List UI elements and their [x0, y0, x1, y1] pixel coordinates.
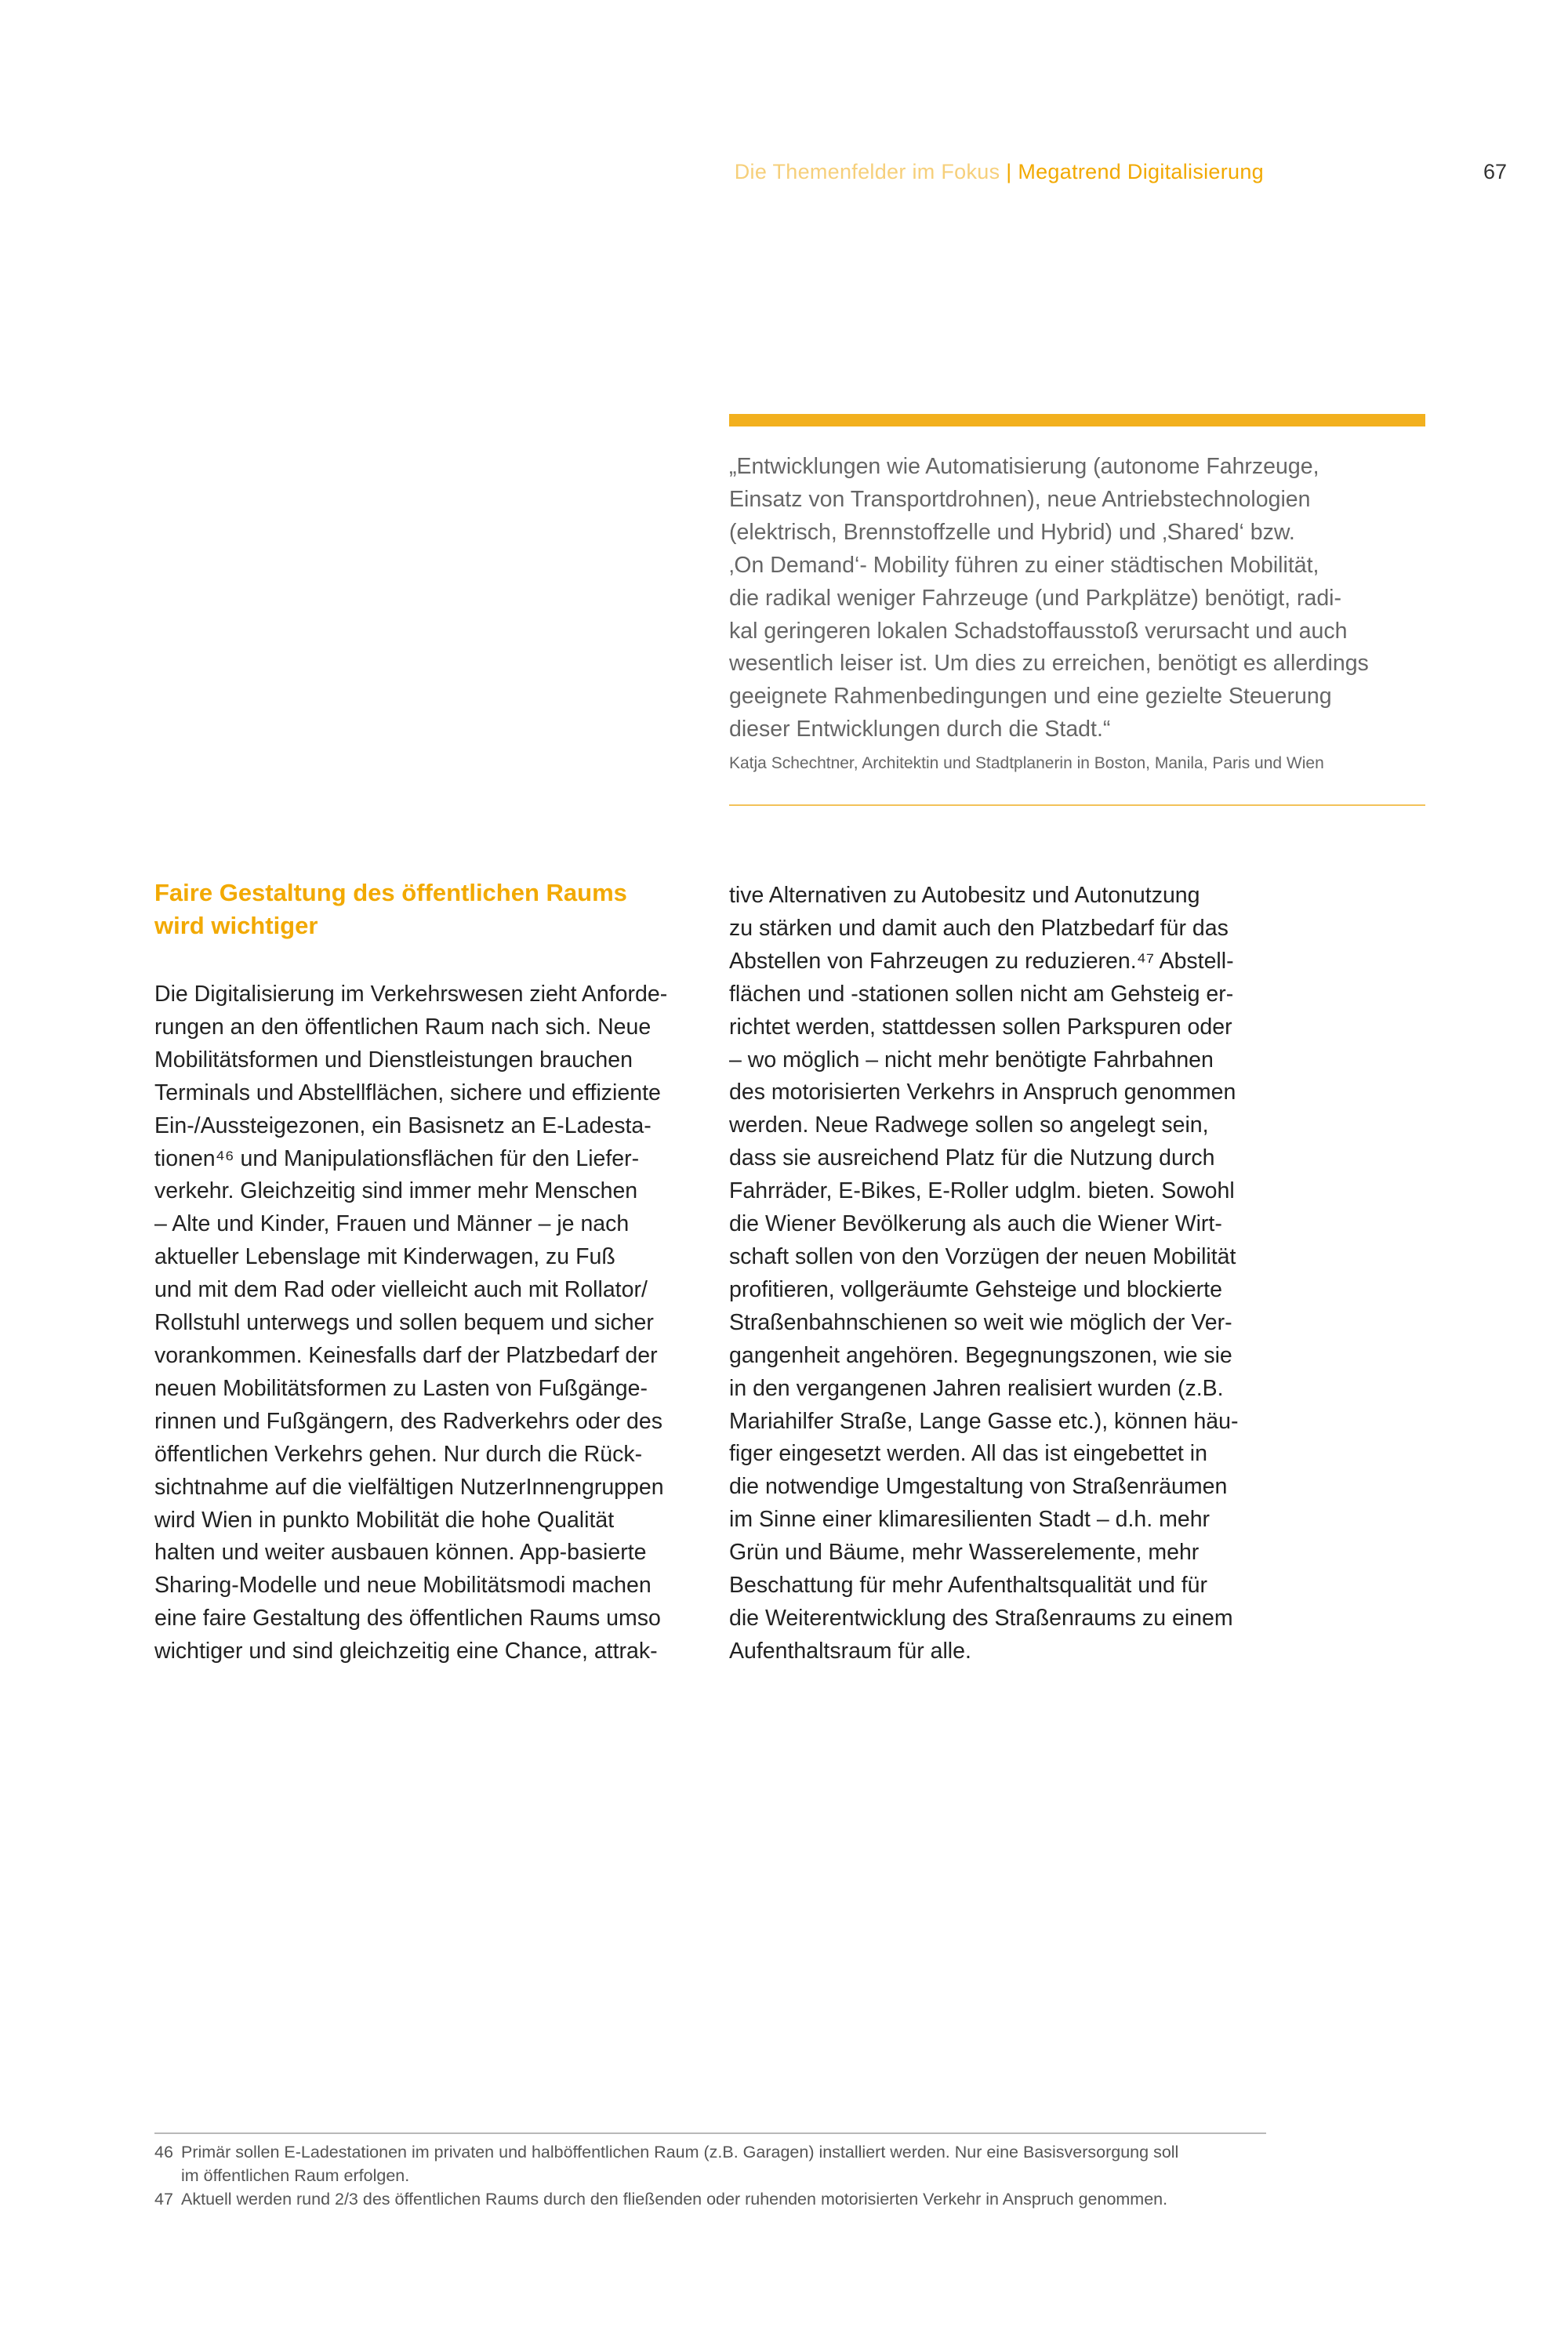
body-line: aktueller Lebenslage mit Kinderwagen, zu Fuß	[154, 1244, 615, 1270]
body-line: wird Wien in punkto Mobilität die hohe Qualität	[154, 1507, 615, 1533]
quote-line: geeignete Rahmenbedingungen und eine gezielte Steuerung	[729, 684, 1332, 710]
header-section-title: Die Themenfelder im Fokus	[734, 160, 1000, 183]
quote-line: die radikal weniger Fahrzeuge (und Parkplätze) benötigt, radi-	[729, 585, 1342, 611]
body-line: dass sie ausreichend Platz für die Nutzung durch	[729, 1145, 1215, 1171]
header-separator: |	[1006, 160, 1012, 183]
body-line: zu stärken und damit auch den Platzbedarf für das	[729, 915, 1229, 941]
body-line: – Alte und Kinder, Frauen und Männer – je nach	[154, 1211, 630, 1237]
section-heading	[154, 877, 703, 942]
quote-accent-bar	[729, 414, 1425, 426]
quote-line: wesentlich leiser ist. Um dies zu erreichen, benötigt es allerdings	[729, 651, 1369, 677]
quote-line: „Entwicklungen wie Automatisierung (autonome Fahrzeuge,	[729, 454, 1319, 479]
quote-line: (elektrisch, Brennstoffzelle und Hybrid) und ‚Shared‘ bzw.	[729, 519, 1295, 545]
body-line: eine faire Gestaltung des öffentlichen Raums umso	[154, 1606, 661, 1632]
quote-attribution: Katja Schechtner, Architektin und Stadtplanerin in Boston, Manila, Paris und Wien	[729, 754, 1324, 772]
pull-quote	[729, 451, 1419, 746]
body-line: tionen⁴⁶ und Manipulationsflächen für den Liefer-	[154, 1145, 640, 1171]
footnote-number: 47	[154, 2190, 173, 2209]
body-line: rinnen und Fußgängern, des Radverkehrs oder des	[154, 1408, 662, 1434]
body-line: die Wiener Bevölkerung als auch die Wiener Wirt-	[729, 1211, 1222, 1237]
body-line: flächen und -stationen sollen nicht am Gehsteig er-	[729, 981, 1234, 1007]
body-line: profitieren, vollgeräumte Gehsteige und blockierte	[729, 1276, 1222, 1302]
body-line: in den vergangenen Jahren realisiert wurden (z.B.	[729, 1375, 1224, 1401]
body-line: rungen an den öffentlichen Raum nach sich. Neue	[154, 1014, 652, 1040]
quote-divider	[729, 804, 1425, 806]
footnote-number: 46	[154, 2143, 173, 2161]
header-topic-title: Megatrend Digitalisierung	[1018, 160, 1264, 183]
body-line: richtet werden, stattdessen sollen Parkspuren oder	[729, 1014, 1232, 1040]
body-line: Terminals und Abstellflächen, sichere und effiziente	[154, 1080, 661, 1105]
footnote-line: Aktuell werden rund 2/3 des öffentlichen Raums durch den fließenden oder ruhenden motorisierten Verkehr in Anspruch genommen.	[181, 2190, 1168, 2209]
page-number: 67	[1483, 160, 1507, 183]
body-line: Sharing-Modelle und neue Mobilitätsmodi machen	[154, 1573, 652, 1599]
body-line: öffentlichen Verkehrs gehen. Nur durch die Rück-	[154, 1441, 643, 1467]
footnote-46	[154, 2140, 1283, 2187]
body-line: Mobilitätsformen und Dienstleistungen brauchen	[154, 1047, 633, 1073]
body-line: und mit dem Rad oder vielleicht auch mit Rollator/	[154, 1277, 648, 1303]
running-header	[549, 160, 1264, 184]
body-column-right	[729, 880, 1294, 1668]
body-line: Fahrräder, E-Bikes, E-Roller udglm. bieten. Sowohl	[729, 1178, 1235, 1204]
body-line: Ein-/Aussteigezonen, ein Basisnetz an E-Ladesta-	[154, 1112, 652, 1138]
body-line: Rollstuhl unterwegs und sollen bequem und sicher	[154, 1310, 654, 1336]
body-line: Die Digitalisierung im Verkehrswesen zieht Anforde-	[154, 982, 668, 1007]
heading-line: Faire Gestaltung des öffentlichen Raums	[154, 879, 627, 906]
body-line: sichtnahme auf die vielfältigen NutzerInnengruppen	[154, 1474, 664, 1500]
quote-line: kal geringeren lokalen Schadstoffausstoß verursacht und auch	[729, 618, 1348, 644]
body-column-left	[154, 978, 719, 1668]
body-line: neuen Mobilitätsformen zu Lasten von Fußgänge-	[154, 1375, 648, 1401]
body-line: halten und weiter ausbauen können. App-basierte	[154, 1540, 647, 1566]
body-line: figer eingesetzt werden. All das ist eingebettet in	[729, 1441, 1207, 1467]
footnote-47	[154, 2187, 1283, 2211]
footnote-line: Primär sollen E-Ladestationen im privaten und halböffentlichen Raum (z.B. Garagen) installiert werden. Nur eine Basisversorgung soll	[181, 2143, 1179, 2161]
body-line: des motorisierten Verkehrs in Anspruch genommen	[729, 1080, 1236, 1105]
body-line: im Sinne einer klimaresilienten Stadt – d.h. mehr	[729, 1507, 1210, 1533]
body-line: die notwendige Umgestaltung von Straßenräumen	[729, 1474, 1228, 1500]
body-line: die Weiterentwicklung des Straßenraums zu einem	[729, 1605, 1233, 1631]
body-line: Abstellen von Fahrzeugen zu reduzieren.⁴⁷ Abstell-	[729, 948, 1234, 974]
body-line: wichtiger und sind gleichzeitig eine Chance, attrak-	[154, 1639, 658, 1664]
body-line: Straßenbahnschienen so weit wie möglich der Ver-	[729, 1309, 1232, 1335]
body-line: Grün und Bäume, mehr Wasserelemente, mehr	[729, 1540, 1200, 1566]
footnote-line: im öffentlichen Raum erfolgen.	[181, 2166, 410, 2185]
body-line: schaft sollen von den Vorzügen der neuen Mobilität	[729, 1243, 1236, 1269]
body-line: vorankommen. Keinesfalls darf der Platzbedarf der	[154, 1342, 658, 1368]
body-line: Beschattung für mehr Aufenthaltsqualität und für	[729, 1573, 1207, 1599]
body-line: Aufenthaltsraum für alle.	[729, 1638, 971, 1664]
body-line: – wo möglich – nicht mehr benötigte Fahrbahnen	[729, 1047, 1214, 1073]
body-line: tive Alternativen zu Autobesitz und Autonutzung	[729, 883, 1200, 908]
quote-line: Einsatz von Transportdrohnen), neue Antriebstechnologien	[729, 486, 1311, 512]
heading-line: wird wichtiger	[154, 912, 318, 939]
quote-line: ‚On Demand‘- Mobility führen zu einer städtischen Mobilität,	[729, 552, 1319, 578]
quote-line: dieser Entwicklungen durch die Stadt.“	[729, 717, 1111, 742]
body-line: Mariahilfer Straße, Lange Gasse etc.), können häu-	[729, 1408, 1239, 1434]
body-line: verkehr. Gleichzeitig sind immer mehr Menschen	[154, 1178, 638, 1204]
body-line: gangenheit angehören. Begegnungszonen, wie sie	[729, 1342, 1232, 1368]
footnote-divider	[154, 2132, 1266, 2134]
body-line: werden. Neue Radwege sollen so angelegt sein,	[729, 1112, 1209, 1138]
footnotes	[154, 2140, 1283, 2211]
